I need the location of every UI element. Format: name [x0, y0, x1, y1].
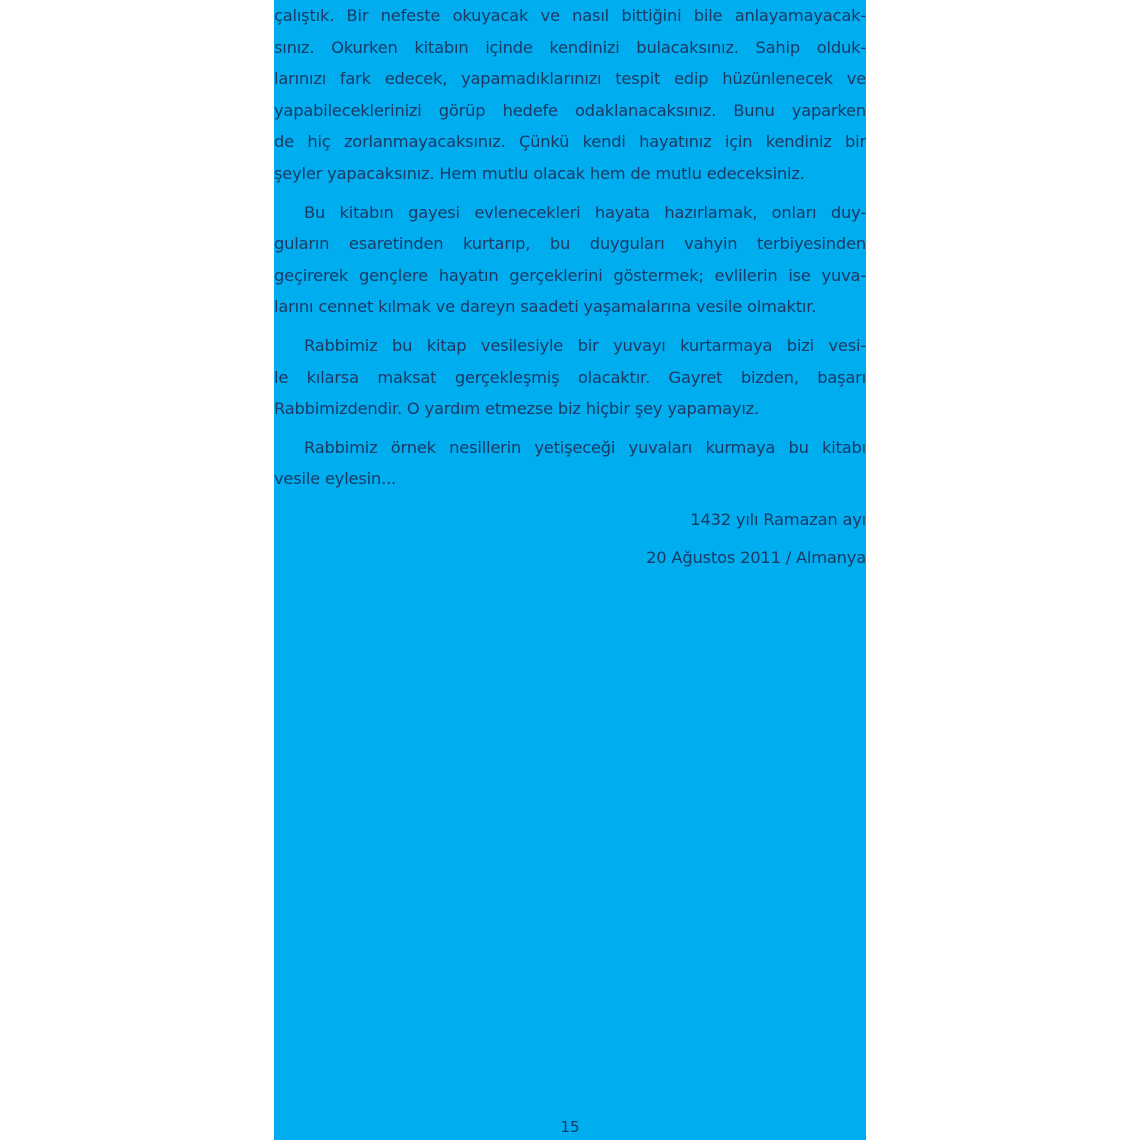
paragraph-line: sınız. Okurken kitabın içinde kendinizi bulacaksınız. Sahip olduk- [274, 37, 866, 57]
paragraph-line: geçirerek gençlere hayatın gerçeklerini göstermek; evlilerin ise yuva- [274, 265, 866, 285]
paragraph-line: le kılarsa maksat gerçekleşmiş olacaktır. Gayret bizden, başarı [274, 367, 866, 387]
paragraph-line: çalıştık. Bir nefeste okuyacak ve nasıl bittiğini bile anlayamayacak- [274, 6, 866, 25]
signature-date-place: 20 Ağustos 2011 / Almanya [646, 547, 866, 567]
paragraph-line: guların esaretinden kurtarıp, bu duyguları vahyin terbiyesinden [274, 234, 866, 254]
page-number: 15 [560, 1118, 580, 1136]
paragraph-line: larınızı fark edecek, yapamadıklarınızı tespit edip hüzünlenecek ve [274, 69, 866, 89]
paragraph-line: Rabbimiz örnek nesillerin yetişeceği yuvaları kurmaya bu kitabı [304, 437, 866, 457]
signature-date-hijri: 1432 yılı Ramazan ayı [690, 509, 866, 529]
paragraph-line: yapabileceklerinizi görüp hedefe odaklanacaksınız. Bunu yaparken [274, 100, 866, 120]
paragraph-gap [274, 323, 866, 330]
paragraph-line: şeyler yapacaksınız. Hem mutlu olacak hem de mutlu edeceksiniz. [274, 163, 805, 183]
paragraph-line: Rabbimizdendir. O yardım etmezse biz hiçbir şey yapamayız. [274, 399, 759, 419]
paragraph-line: vesile eylesin... [274, 469, 397, 489]
paragraph-line: de hiç zorlanmayacaksınız. Çünkü kendi hayatınız için kendiniz bir [274, 132, 866, 152]
paragraph-line: Rabbimiz bu kitap vesilesiyle bir yuvayı kurtarmaya bizi vesi- [304, 335, 866, 355]
paragraph-gap [274, 190, 866, 197]
book-page [274, 0, 866, 1140]
page-body-text [274, 0, 866, 577]
paragraph-line: larını cennet kılmak ve dareyn saadeti yaşamalarına vesile olmaktır. [274, 297, 817, 317]
paragraph-line: Bu kitabın gayesi evlenecekleri hayata hazırlamak, onları duy- [304, 202, 866, 222]
paragraph-gap [274, 425, 866, 432]
